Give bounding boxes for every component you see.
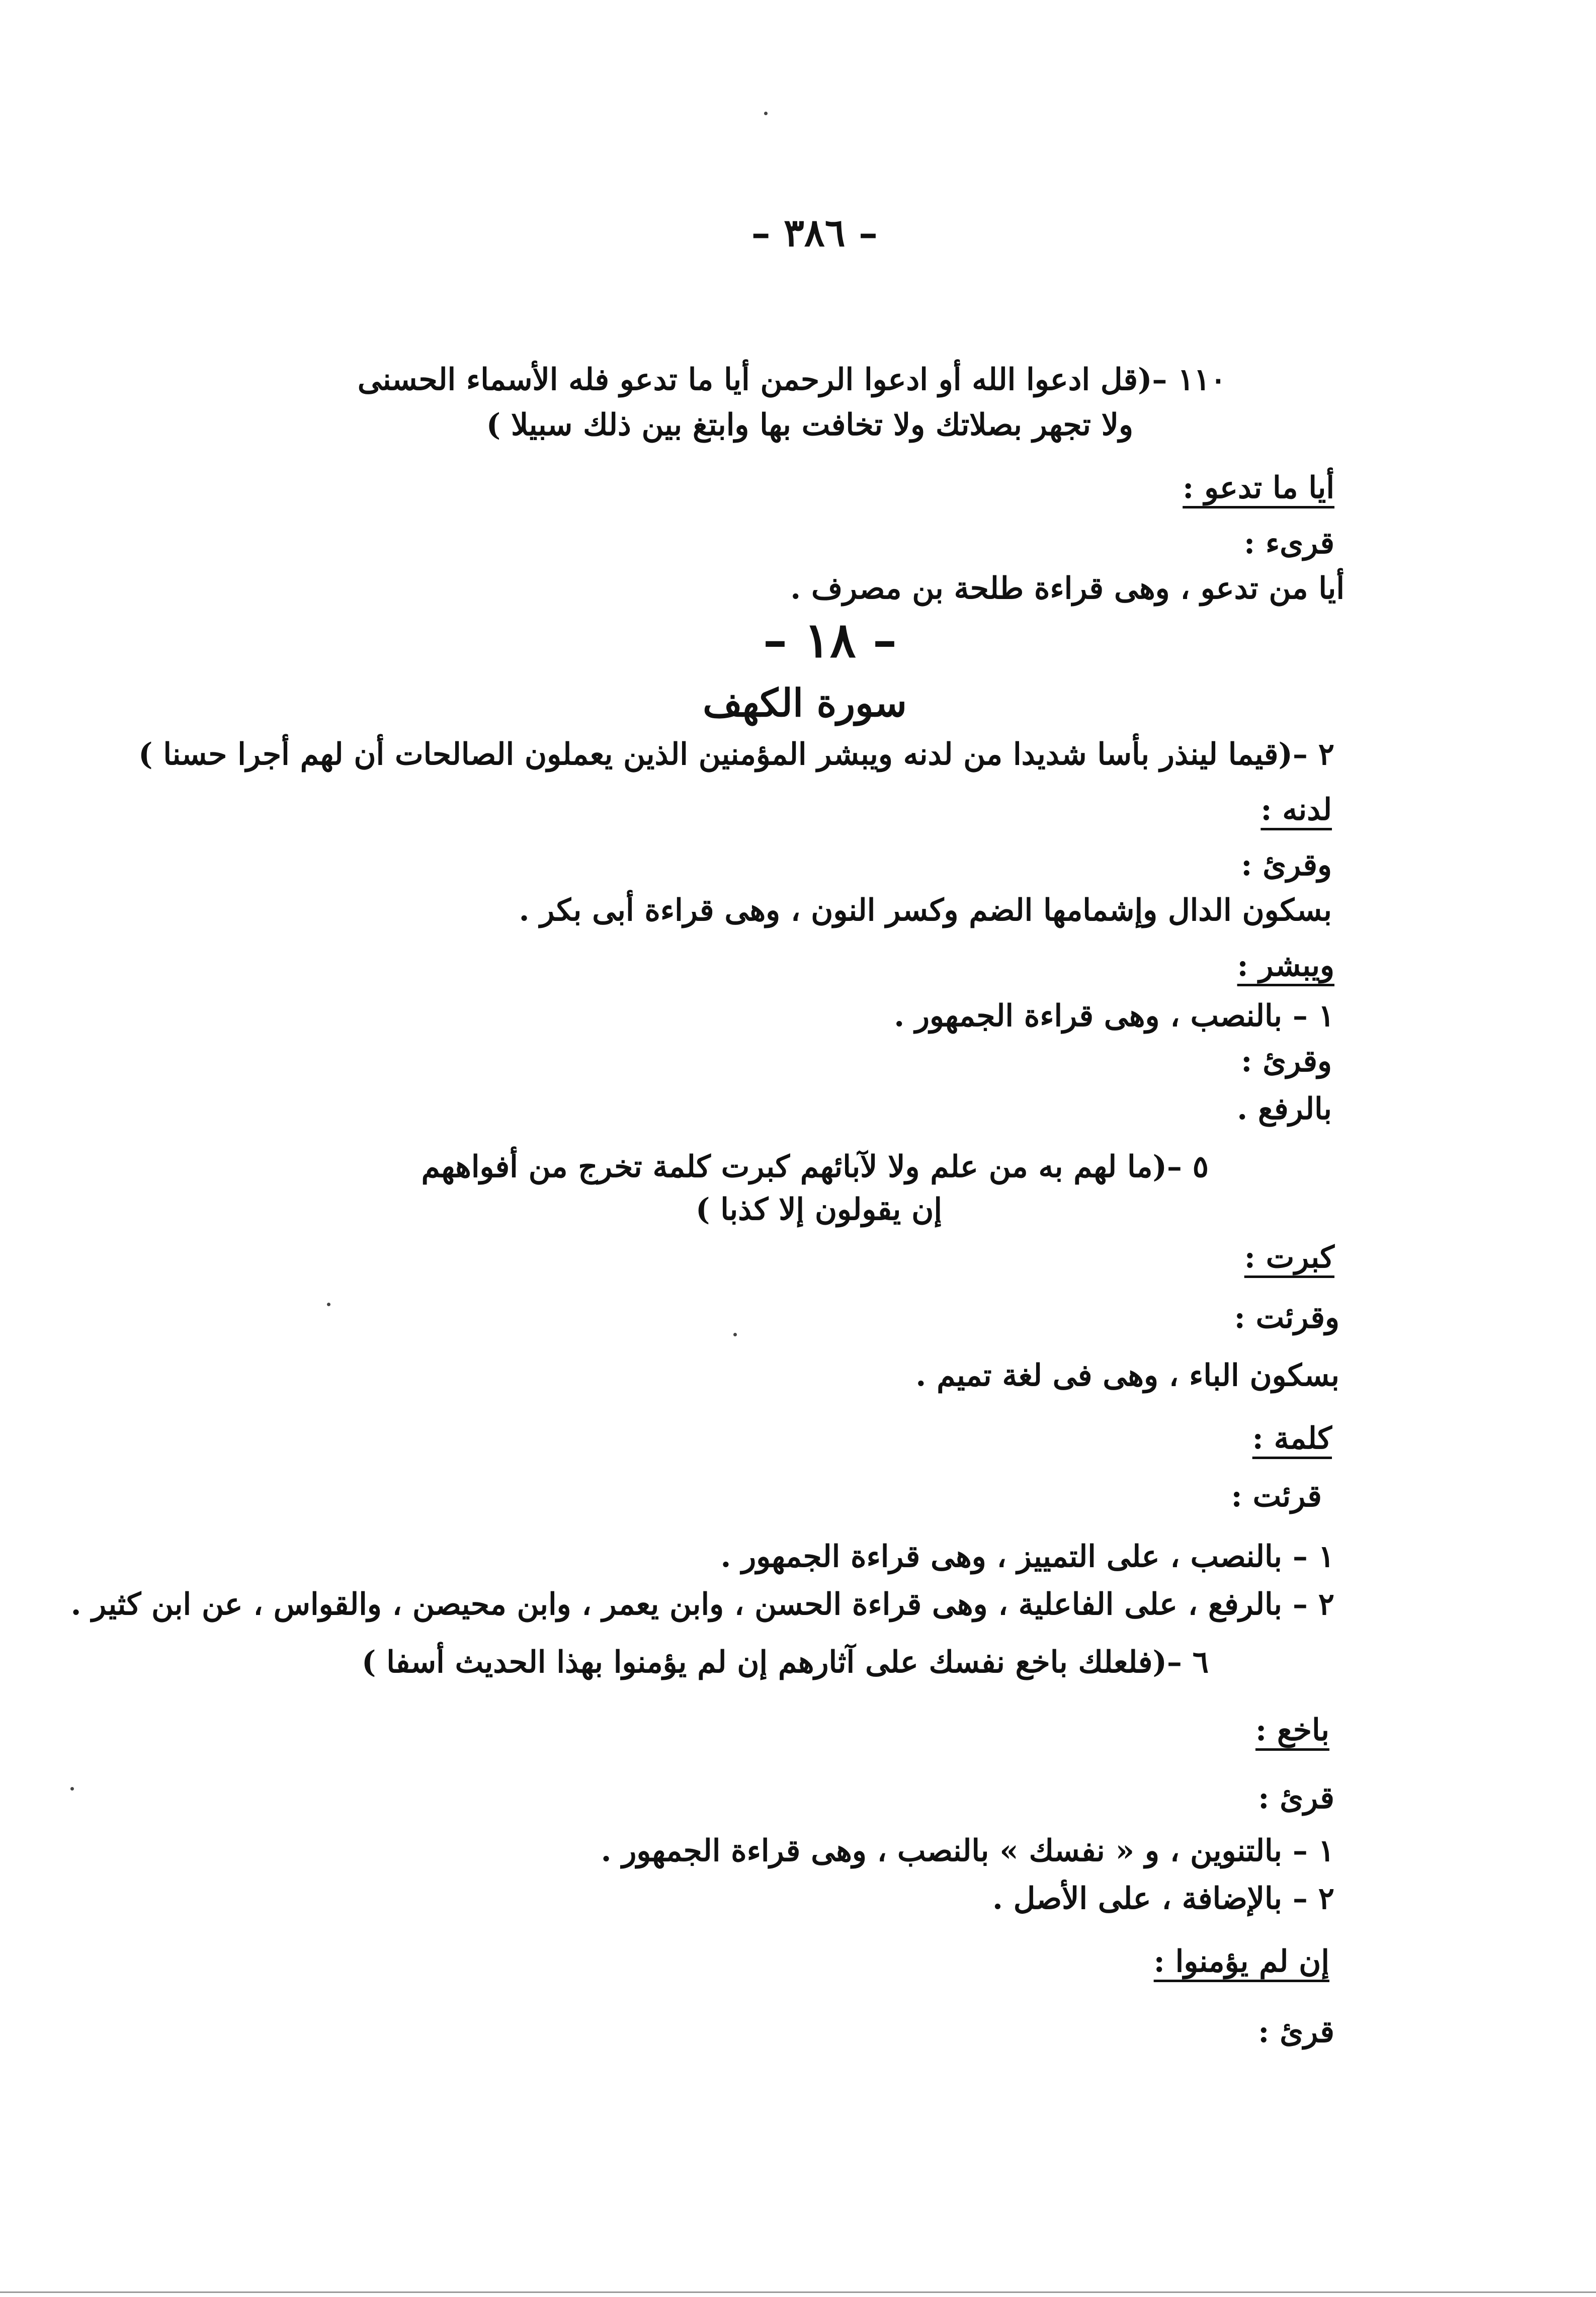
verse-6-line: ٦ –(فلعلك باخع نفسك على آثارهم إن لم يؤمنوا بهذا الحديث أسفا ) (361, 1645, 1209, 1680)
verse-2-line: ٢ –(قيما لينذر بأسا شديدا من لدنه ويبشر المؤمنين الذين يعملون الصالحات أن لهم أجرا حسنا ) (138, 737, 1334, 772)
verse-2-qari-label-2: وقرئ : (1241, 1044, 1332, 1079)
verse-110-line2: ولا تجهر بصلاتك ولا تخافت بها وابتغ بين ذلك سبيلا ) (486, 407, 1133, 443)
verse-2-heading-ladunhu: لدنه : (1261, 792, 1332, 827)
verse-5-qari-label-2: قرئت : (1231, 1479, 1322, 1514)
scan-bottom-edge (0, 2291, 1596, 2293)
scan-speck (733, 1333, 737, 1336)
verse-2-reading-1: بسكون الدال وإشمامها الضم وكسر النون ، وهى قراءة أبى بكر . (519, 893, 1332, 928)
verse-5-reading-2: ١ – بالنصب ، على التمييز ، وهى قراءة الجمهور . (720, 1539, 1334, 1574)
scan-speck (327, 1303, 330, 1306)
surah-number: – ١٨ – (763, 612, 897, 668)
verse-5-heading-kaburat: كبرت : (1244, 1240, 1334, 1275)
verse-6-reading-2: ٢ – بالإضافة ، على الأصل . (992, 1881, 1334, 1916)
scan-speck (764, 112, 768, 115)
verse-110-line1: ١١٠ –(قل ادعوا الله أو ادعوا الرحمن أيا ما تدعو فله الأسماء الحسنى (357, 362, 1226, 397)
verse-2-reading-3: بالرفع . (1237, 1091, 1332, 1127)
verse-110-qari-label: قرىء : (1244, 526, 1334, 561)
verse-2-qari-label-1: وقرئ : (1241, 847, 1332, 883)
verse-6-heading-bakhi: باخع : (1255, 1713, 1329, 1748)
page-number: – ٣٨٦ – (751, 210, 878, 255)
verse-5-heading-kalimah: كلمة : (1252, 1421, 1332, 1456)
verse-110-reading: أيا من تدعو ، وهى قراءة طلحة بن مصرف . (790, 571, 1345, 606)
verse-6-heading-in-lam-yuminu: إن لم يؤمنوا : (1153, 1944, 1329, 1979)
surah-title: سورة الكهف (703, 680, 907, 725)
verse-5-line2: إن يقولون إلا كذبا ) (696, 1192, 942, 1227)
verse-5-line1: ٥ –(ما لهم به من علم ولا لآبائهم كبرت كلمة تخرج من أفواههم (421, 1149, 1209, 1184)
verse-2-reading-2: ١ – بالنصب ، وهى قراءة الجمهور . (894, 998, 1334, 1034)
verse-5-qari-label-1: وقرئت : (1234, 1300, 1339, 1335)
scan-speck (70, 1787, 74, 1791)
verse-6-qari-label-1: قرئ : (1258, 1780, 1334, 1816)
verse-6-reading-1: ١ – بالتنوين ، و « نفسك » بالنصب ، وهى قراءة الجمهور . (601, 1833, 1334, 1868)
verse-6-qari-label-2: قرئ : (1258, 2014, 1334, 2050)
verse-5-reading-1: بسكون الباء ، وهى فى لغة تميم . (915, 1358, 1339, 1393)
verse-110-heading: أيا ما تدعو : (1183, 470, 1334, 505)
verse-2-heading-yubashshir: ويبشر : (1237, 948, 1334, 983)
verse-5-reading-3: ٢ – بالرفع ، على الفاعلية ، وهى قراءة الحسن ، وابن يعمر ، وابن محيصن ، والقواس ، عن ابن كثير . (70, 1587, 1334, 1622)
